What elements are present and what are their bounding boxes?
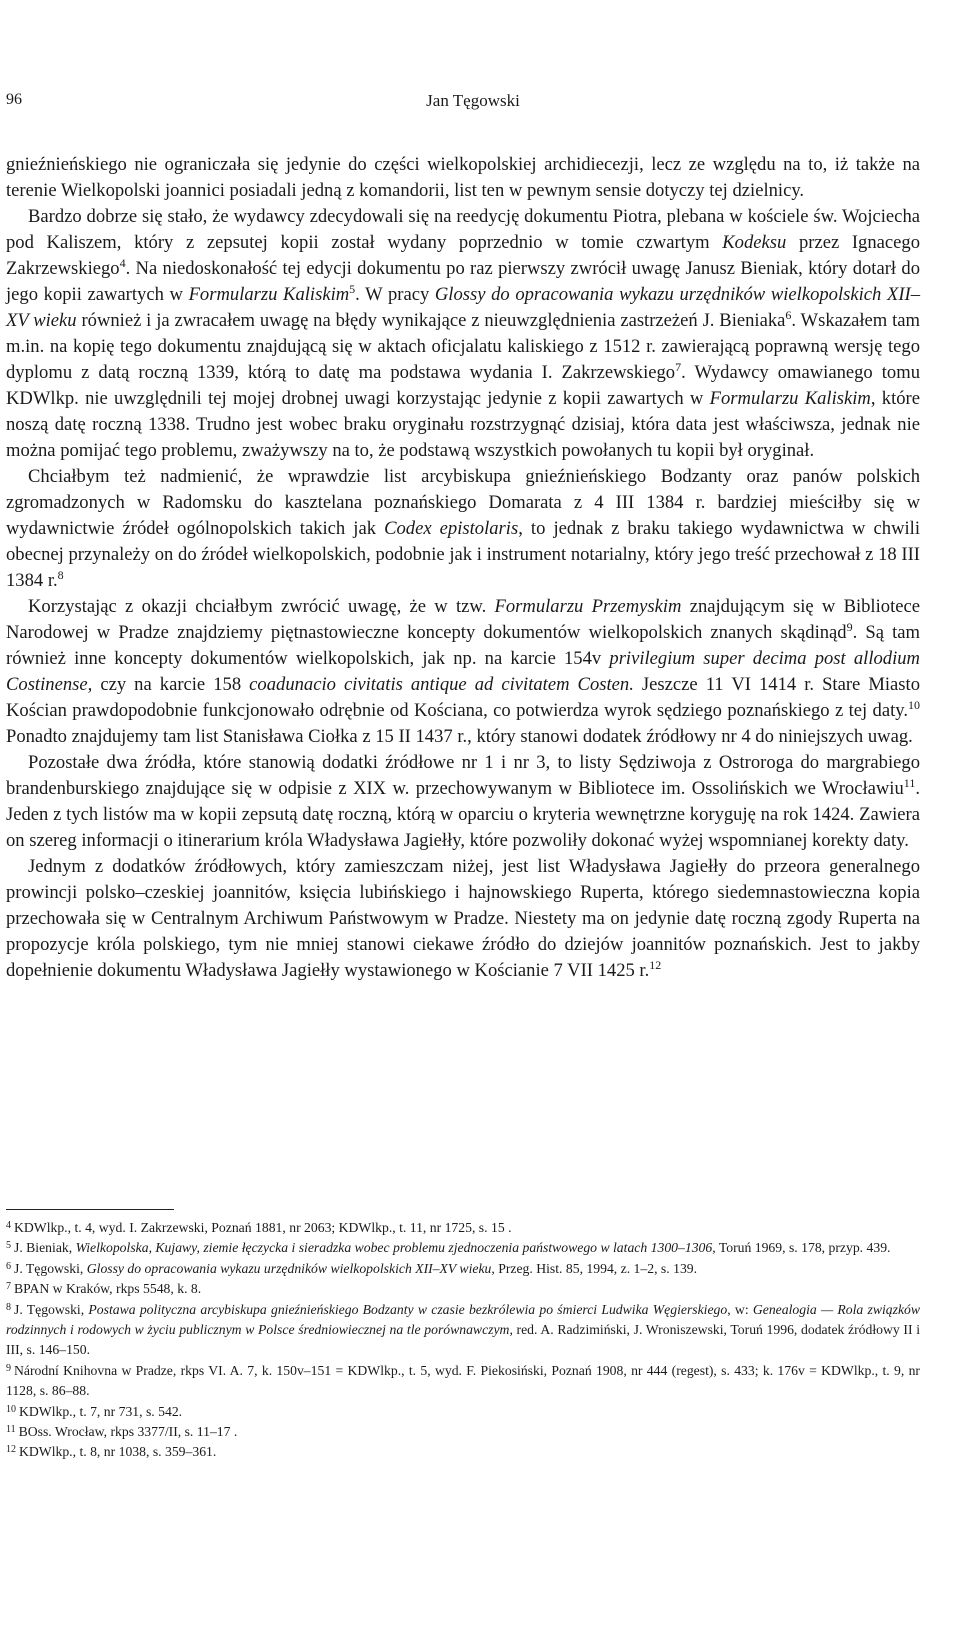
running-title: Jan Tęgowski (426, 91, 520, 110)
page-header (6, 91, 920, 117)
paragraph-4: Korzystając z okazji chciałbym zwrócić uwagę, że w tzw. Formularzu Przemyskim znajdującym się w Bibliotece Narodowej w Pradze znajdziemy piętnastowieczne koncepty dokumentów wielkopolskich znanych skądinąd$^9$. Są tam również inne koncepty dokumentów wielkopolskich, jak np. na karcie 154v privilegium super decima post allodium Costinense, czy na karcie 158 coadunacio civitatis antique ad civitatem Costen. Jeszcze 11 VI 1414 r. Stare Miasto Kościan prawdopodobnie funkcjonowało odrębnie od Kościana, co potwierdza wyrok sędziego poznańskiego z tej daty.$^{10}$ Ponadto znajdujemy tam list Stanisława Ciołka z 15 II 1437 r., który stanowi dodatek źródłowy nr 4 do niniejszych uwag. (6, 596, 921, 747)
footnote-7: $^7$ BPAN w Kraków, rkps 5548, k. 8. (6, 1281, 202, 1297)
footnote-ref-12[interactable]: 12 (649, 958, 662, 972)
paragraph-6: Jednym z dodatków źródłowych, który zamieszczam niżej, jest list Władysława Jagiełły do przeora generalnego prowincji polsko–czeskiej joannitów, księcia lubińskiego i hajnowskiego Ruperta, którego siedemnastowieczna kopia przechowała się w Centralnym Archiwum Państwowym w Pradze. Niestety ma on jedynie datę roczną zgody Ruperta na propozycje króla polskiego, tym nie mniej stanowi ciekawe źródło do dziejów joannitów poznańskich. Jest to jakby dopełnienie dokumentu Władysława Jagiełły wystawionego w Kościanie 7 VII 1425 r.$^{12}$ (6, 856, 920, 981)
footnote-4: $^4$ KDWlkp., t. 4, wyd. I. Zakrzewski, Poznań 1881, nr 2063; KDWlkp., t. 11, nr 1725, s. 15 . (6, 1220, 512, 1235)
footnote-ref-9[interactable]: 9 (846, 620, 853, 634)
footnote-12: $^{12}$ KDWlkp., t. 8, nr 1038, s. 359–361. (6, 1444, 217, 1460)
footnote-ref-6[interactable]: 6 (785, 308, 792, 322)
paragraph-2: Bardzo dobrze się stało, że wydawcy zdecydowali się na reedycję dokumentu Piotra, plebana w kościele św. Wojciecha pod Kaliszem, który z zepsutej kopii został wydany poprzednio w tomie czwartym Kodeksu przez Ignacego Zakrzewskiego$^4$. Na niedoskonałość tej edycji dokumentu po raz pierwszy zwrócił uwagę Janusz Bieniak, który dotarł do jego kopii zawartych w Formularzu Kaliskim$^5$. W pracy Glossy do opracowania wykazu urzędników wielkopolskich XII–XV wieku również i ja zwracałem uwagę na błędy wynikające z nieuwzględnienia zastrzeżeń J. Bieniaka$^6$. Wskazałem tam m.in. na kopię tego dokumentu znajdującą się w aktach oficjalatu kaliskiego z 1512 r. zawierającą poprawną wersję tego dyplomu z datą roczną 1339, którą to datę ma podstawa wydania I. Zakrzewskiego$^7$. Wydawcy omawianego tomu KDWlkp. nie uwzględnili tej mojej drobnej uwagi korzystając jedynie z kopii zawartych w Formularzu Kaliskim, które noszą datę roczną 1338. Trudno jest wobec braku oryginału rozstrzygnąć dzisiaj, która data jest właściwsza, jednak nie można pomijać tego problemu, zważywszy na to, że podstawą wszystkich powołanych tu kopii był oryginał. (6, 206, 920, 461)
footnote-ref-8[interactable]: 8 (57, 568, 64, 582)
footnote-ref-11[interactable]: 11 (903, 776, 916, 790)
footnote-ref-10[interactable]: 10 (908, 698, 920, 712)
footnote-11: $^{11}$ BOss. Wrocław, rkps 3377/II, s. 11–17 . (6, 1424, 238, 1440)
footnote-8: $^8$ J. Tęgowski, Postawa polityczna arcybiskupa gnieźnieńskiego Bodzanty w czasie bezkrólewia po śmierci Ludwika Węgierskiego, w: Genealogia — Rola związków rodzinnych i rodowych w życiu publicznym w Polsce średniowiecznej na tle porównawczym, red. A. Radzimiński, J. Wroniszewski, Toruń 1996, dodatek źródłowy II i III, s. 146–150. (6, 1301, 921, 1358)
footnote-6: $^6$ J. Tęgowski, Glossy do opracowania wykazu urzędników wielkopolskich XII–XV wieku, Przeg. Hist. 85, 1994, z. 1–2, s. 139. (6, 1260, 698, 1276)
footnotes (6, 1218, 920, 1463)
paragraph-1: gnieźnieńskiego nie ograniczała się jedynie do części wielkopolskiej archidiecezji, lecz ze względu na to, iż także na terenie Wielkopolski joannici posiadali jedną z komandorii, list ten w pewnym sensie dotyczy tej dzielnicy. (6, 154, 920, 201)
footnote-ref-4[interactable]: 4 (119, 256, 126, 270)
page-number: 96 (6, 91, 22, 108)
footnote-ref-7[interactable]: 7 (675, 360, 682, 374)
footnote-5: $^5$ J. Bieniak, Wielkopolska, Kujawy, ziemie łęczycka i sieradzka wobec problemu zjednoczenia państwowego w latach 1300–1306, Toruń 1969, s. 178, przyp. 439. (6, 1240, 891, 1256)
footnote-10: $^{10}$ KDWlkp., t. 7, nr 731, s. 542. (6, 1403, 183, 1419)
paragraph-3: Chciałbym też nadmienić, że wprawdzie list arcybiskupa gnieźnieńskiego Bodzanty oraz panów polskich zgromadzonych w Radomsku do kasztelana poznańskiego Domarata z 4 III 1384 r. bardziej mieściłby się w wydawnictwie źródeł ogólnopolskich takich jak Codex epistolaris, to jednak z braku takiego wydawnictwa w chwili obecnej przynależy on do źródeł wielkopolskich, podobnie jak i instrument notarialny, który jego treść przechował z 18 III 1384 r.$^8$ (6, 466, 920, 591)
footnote-divider (6, 1209, 174, 1210)
footnote-9: $^9$ Národní Knihovna w Pradze, rkps VI. A. 7, k. 150v–151 = KDWlkp., t. 5, wyd. F. Piekosiński, Poznań 1908, nr 444 (regest), s. 433; k. 176v = KDWlkp., t. 9, nr 1128, s. 86–88. (6, 1362, 920, 1399)
footnote-ref-5[interactable]: 5 (349, 282, 356, 296)
main-text (6, 152, 920, 984)
paragraph-5: Pozostałe dwa źródła, które stanowią dodatki źródłowe nr 1 i nr 3, to listy Sędziwoja z Ostroroga do margrabiego brandenburskiego znajdujące się w odpisie z XIX w. przechowywanym w Bibliotece im. Ossolińskich we Wrocławiu$^{11}$. Jeden z tych listów ma w kopii zepsutą datę roczną, którą w oparciu o kryteria wewnętrzne koryguję na rok 1424. Zawiera on szereg informacji o itinerarium króla Władysława Jagiełły, które pozwoliły dokonać wyżej wspomnianej korekty daty. (6, 752, 920, 851)
